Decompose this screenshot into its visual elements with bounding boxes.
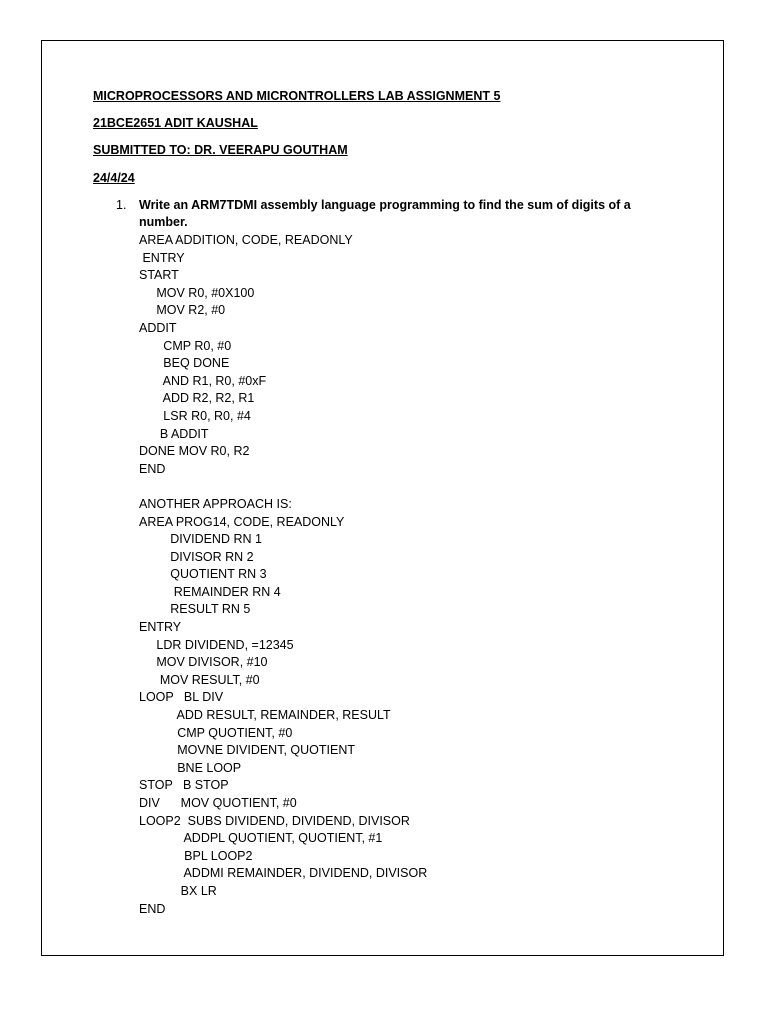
code-line: ANOTHER APPROACH IS: [139,496,292,511]
code-line: LOOP2 SUBS DIVIDEND, DIVIDEND, DIVISOR [139,813,410,828]
code-line: RESULT RN 5 [139,602,251,617]
code-line: LSR R0, R0, #4 [139,408,251,423]
code-line: MOVNE DIVIDENT, QUOTIENT [139,743,355,758]
code-line: MOV RESULT, #0 [139,672,260,687]
code-line: MOV R0, #0X100 [139,285,255,300]
code-line: AREA PROG14, CODE, READONLY [139,514,345,529]
code-line: QUOTIENT RN 3 [139,567,267,582]
code-line: ADDIT [139,320,177,335]
code-line: ENTRY [139,250,185,265]
code-line: BNE LOOP [139,760,242,775]
code-block [139,232,427,918]
submission-date: 24/4/24 [93,171,135,185]
code-line: END [139,461,166,476]
code-line: AREA ADDITION, CODE, READONLY [139,233,353,247]
code-line: BX LR [139,883,217,898]
submitted-to: SUBMITTED TO: DR. VEERAPU GOUTHAM [93,143,348,157]
code-line: START [139,268,179,283]
code-line: CMP QUOTIENT, #0 [139,725,293,740]
code-line: BEQ DONE [139,356,230,371]
code-line: ADD R2, R2, R1 [139,391,255,406]
code-line: MOV R2, #0 [139,303,226,318]
code-line: DIVIDEND RN 1 [139,532,262,547]
code-line: ENTRY [139,620,182,635]
code-line: MOV DIVISOR, #10 [139,655,268,670]
student-id-name: 21BCE2651 ADIT KAUSHAL [93,116,258,130]
code-line: LDR DIVIDEND, =12345 [139,637,294,652]
code-line: ADDPL QUOTIENT, QUOTIENT, #1 [139,831,383,846]
code-line: DIV MOV QUOTIENT, #0 [139,796,297,810]
code-line: LOOP BL DIV [139,690,224,705]
code-line: ADDMI REMAINDER, DIVIDEND, DIVISOR [139,866,428,881]
code-line: ADD RESULT, REMAINDER, RESULT [139,708,391,723]
document-title: MICROPROCESSORS AND MICRONTROLLERS LAB ASSIGNMENT 5 [93,89,501,103]
question-number: 1. [116,198,127,212]
code-line: DIVISOR RN 2 [139,549,254,564]
code-line: BPL LOOP2 [139,848,253,863]
code-line [139,478,427,496]
code-line: REMAINDER RN 4 [139,584,281,599]
question-text: Write an ARM7TDMI assembly language programming to find the sum of digits of a number. [139,198,631,229]
code-line: AND R1, R0, #0xF [139,373,267,388]
code-line: END [139,901,166,916]
code-line: B ADDIT [139,426,209,441]
code-line: CMP R0, #0 [139,338,232,353]
code-line: DONE MOV R0, R2 [139,444,250,459]
code-line: STOP B STOP [139,778,229,793]
